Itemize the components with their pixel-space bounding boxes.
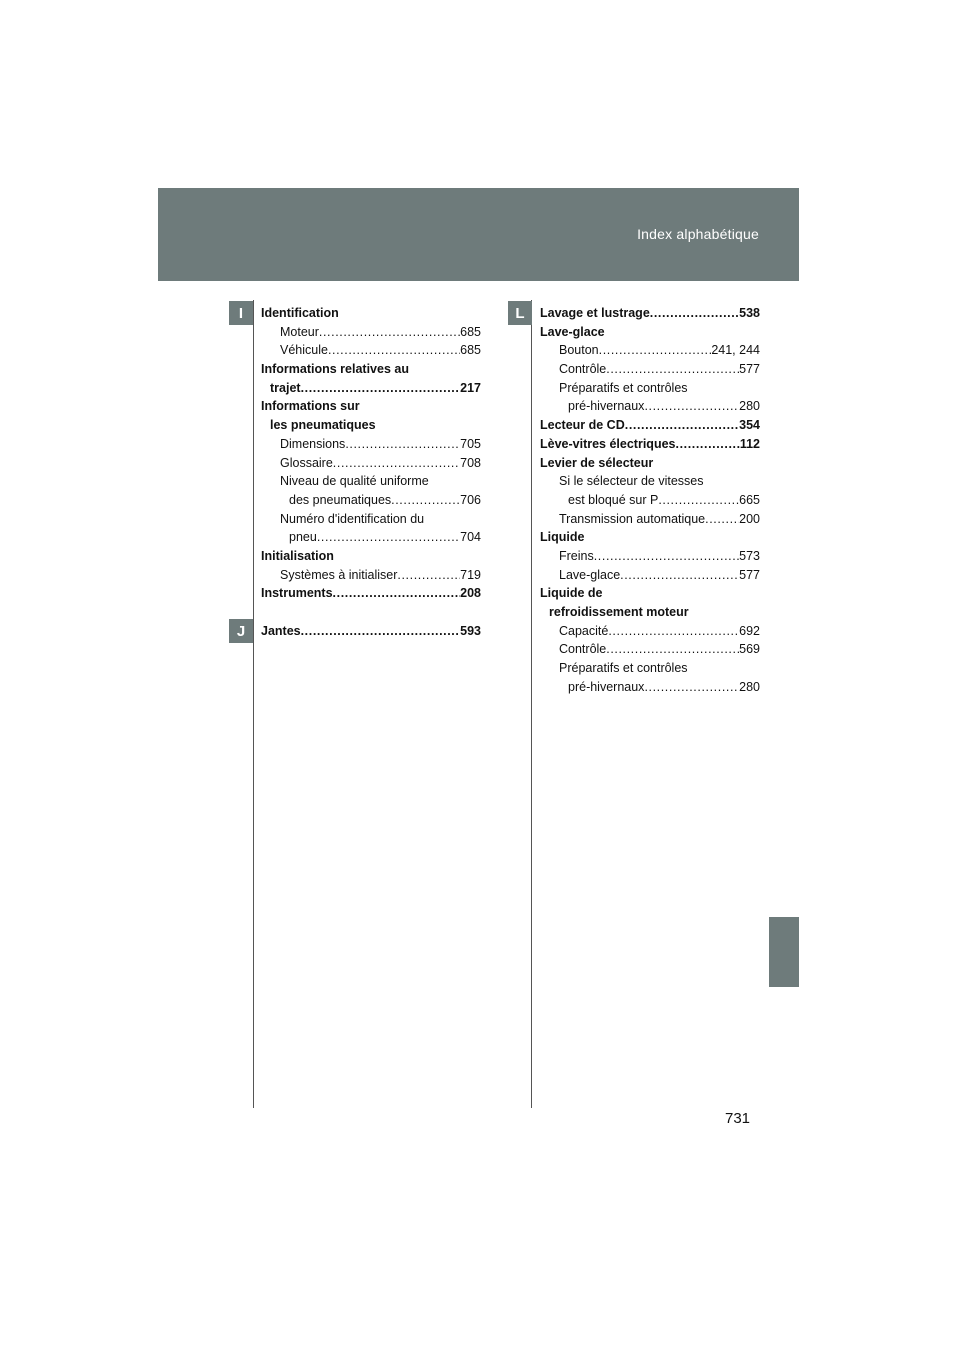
index-subheading: Préparatifs et contrôles xyxy=(559,380,688,395)
entry-label: Bouton xyxy=(559,343,599,358)
entry-page: 704 xyxy=(460,530,481,545)
entry-label: Glossaire xyxy=(280,455,333,470)
entry-label: trajet xyxy=(270,380,301,395)
entry-label: Systèmes à initialiser xyxy=(280,567,398,582)
index-subheading: Préparatifs et contrôles xyxy=(559,661,688,676)
index-entry[interactable] xyxy=(261,323,481,342)
entry-page: 241, 244 xyxy=(711,343,760,358)
entry-label: pré-hivernaux xyxy=(568,679,645,694)
index-heading: refroidissement moteur xyxy=(549,605,689,619)
index-entry[interactable] xyxy=(540,341,760,360)
entry-page: 685 xyxy=(460,343,481,358)
index-heading: Informations sur xyxy=(261,399,360,414)
entry-label: pneu xyxy=(289,530,317,545)
index-heading: les pneumatiques xyxy=(270,418,376,433)
index-subheading: Si le sélecteur de vitesses xyxy=(559,474,704,489)
letter-marker-i: I xyxy=(229,301,253,325)
entry-page: 112 xyxy=(739,436,760,451)
index-heading: Liquide de xyxy=(540,586,603,601)
index-entry[interactable] xyxy=(540,360,760,379)
entry-page: 208 xyxy=(460,586,481,601)
entry-page: 354 xyxy=(739,418,760,433)
index-entry[interactable] xyxy=(540,397,760,416)
index-column-left xyxy=(261,304,481,640)
entry-label: Lave-glace xyxy=(559,567,621,582)
index-heading: Initialisation xyxy=(261,548,334,563)
entry-label: Lève-vitres électriques xyxy=(540,436,676,451)
entry-page: 593 xyxy=(460,623,481,638)
entry-label: Jantes xyxy=(261,623,301,638)
entry-label: pré-hivernaux xyxy=(568,399,645,414)
entry-label: Lecteur de CD xyxy=(540,418,625,433)
index-column-right xyxy=(540,304,760,696)
entry-page: 692 xyxy=(739,623,760,638)
index-heading: Informations relatives au xyxy=(261,362,409,377)
entry-page: 217 xyxy=(460,380,481,395)
index-entry[interactable] xyxy=(540,491,760,510)
entry-page: 685 xyxy=(460,324,481,339)
index-entry[interactable] xyxy=(261,528,481,547)
entry-label: Instruments xyxy=(261,586,333,601)
entry-label: Contrôle xyxy=(559,362,607,377)
entry-page: 705 xyxy=(460,436,481,451)
entry-label: Dimensions xyxy=(280,436,346,451)
index-heading: Levier de sélecteur xyxy=(540,455,654,470)
index-entry[interactable] xyxy=(261,435,481,454)
index-entry[interactable] xyxy=(540,304,760,323)
entry-page: 577 xyxy=(739,567,760,582)
letter-marker-j: J xyxy=(229,619,253,643)
index-entry[interactable] xyxy=(261,454,481,473)
index-heading: Identification xyxy=(261,306,339,320)
index-subheading: Numéro d'identification du xyxy=(280,511,425,526)
entry-label: Contrôle xyxy=(559,642,607,657)
header-title: Index alphabétique xyxy=(637,226,759,242)
index-entry[interactable] xyxy=(540,622,760,641)
index-entry[interactable] xyxy=(540,566,760,585)
entry-page: 573 xyxy=(739,548,760,563)
entry-label: Transmission automatique xyxy=(559,511,706,526)
index-subheading: Niveau de qualité uniforme xyxy=(280,474,429,489)
index-entry[interactable] xyxy=(540,547,760,566)
entry-page: 706 xyxy=(460,492,481,507)
index-entry[interactable] xyxy=(261,584,481,603)
entry-page: 280 xyxy=(739,399,760,414)
chapter-side-tab xyxy=(769,917,799,987)
index-entry[interactable] xyxy=(261,341,481,360)
column-divider-left xyxy=(253,300,254,1108)
entry-label: Véhicule xyxy=(280,343,328,358)
entry-label: Capacité xyxy=(559,623,609,638)
entry-page: 200 xyxy=(739,511,760,526)
entry-label: est bloqué sur P xyxy=(568,492,659,507)
index-entry[interactable] xyxy=(261,566,481,585)
entry-page: 665 xyxy=(739,492,760,507)
page-number: 731 xyxy=(725,1110,751,1127)
letter-marker-l: L xyxy=(508,301,532,325)
index-entry[interactable] xyxy=(261,622,481,641)
entry-label: Moteur xyxy=(280,324,319,339)
entry-page: 280 xyxy=(739,679,760,694)
entry-page: 538 xyxy=(739,306,760,320)
index-entry[interactable] xyxy=(540,640,760,659)
index-entry[interactable] xyxy=(261,379,481,398)
index-heading: Liquide xyxy=(540,530,585,545)
index-entry[interactable] xyxy=(261,491,481,510)
index-heading: Lave-glace xyxy=(540,324,605,339)
entry-page: 708 xyxy=(460,455,481,470)
page-header xyxy=(158,188,799,281)
entry-label: des pneumatiques xyxy=(289,492,392,507)
entry-page: 719 xyxy=(460,567,481,582)
index-entry[interactable] xyxy=(540,416,760,435)
entry-label: Freins xyxy=(559,548,594,563)
index-entry[interactable] xyxy=(540,678,760,697)
entry-page: 577 xyxy=(739,362,760,377)
entry-page: 569 xyxy=(739,642,760,657)
index-entry[interactable] xyxy=(540,510,760,529)
entry-label: Lavage et lustrage xyxy=(540,306,650,320)
column-divider-right xyxy=(531,300,532,1108)
index-entry[interactable] xyxy=(540,435,760,454)
